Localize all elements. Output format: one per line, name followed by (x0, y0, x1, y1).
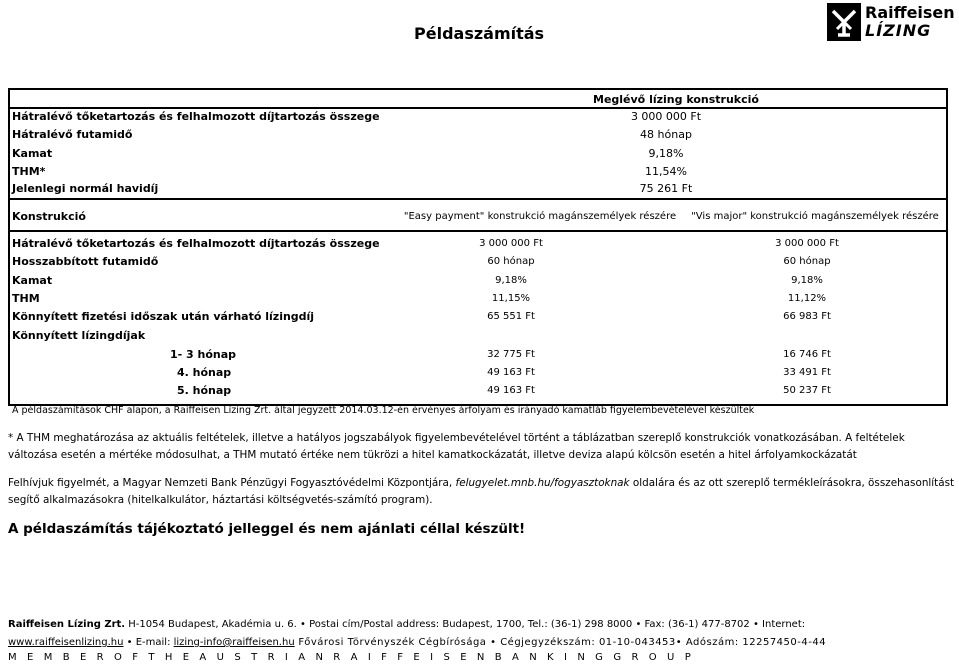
existing-row-label: Kamat (12, 147, 53, 160)
logo-text-lizing: LÍZING (865, 21, 932, 40)
construction-row-v2: 60 hónap (783, 256, 831, 267)
note-thm-line1: * A THM meghatározása az aktuális feltételek, illetve a hatályos jogszabályok figyelembevételével történt a táblázatban szereplő konstrukciók vonatkozásában. A feltételek (8, 432, 905, 444)
existing-row-value: 75 261 Ft (639, 182, 693, 195)
construction-row-v2: 66 983 Ft (783, 311, 831, 322)
eased-row-v1: 32 775 Ft (487, 349, 535, 360)
construction-row-label: Hátralévő tőketartozás és felhalmozott díjtartozás összege (12, 237, 380, 250)
existing-row-label: Hátralévő tőketartozás és felhalmozott díjtartozás összege (12, 110, 380, 123)
existing-row-label: Jelenlegi normál havidíj (12, 182, 159, 195)
mnb-link[interactable]: felugyelet.mnb.hu/fogyasztoknak (455, 477, 630, 489)
eased-fees-label: Könnyített lízingdíjak (12, 329, 146, 342)
eased-row-v2: 16 746 Ft (783, 349, 831, 360)
note-mnb-line2: segítő alkalmazásokra (hitelkalkulátor, háztartási költségvetés-számító program). (8, 494, 433, 506)
eased-row-v2: 50 237 Ft (783, 385, 831, 396)
eased-row-v1: 49 163 Ft (487, 385, 535, 396)
existing-bottom-divider (8, 198, 948, 200)
footer-email-link[interactable]: lizing-info@raiffeisen.hu (173, 637, 295, 648)
construction-row-v2: 11,12% (787, 293, 827, 304)
existing-row-value: 9,18% (648, 147, 684, 160)
construction-col1-header: "Easy payment" konstrukció magánszemélyek részére (403, 211, 677, 222)
construction-row-v1: 9,18% (495, 275, 527, 286)
construction-row-v1: 3 000 000 Ft (479, 238, 543, 249)
existing-row-value: 3 000 000 Ft (630, 110, 702, 123)
eased-row-label: 5. hónap (177, 384, 232, 397)
footer-line2 (8, 637, 952, 648)
construction-row-label: Kamat (12, 274, 53, 287)
existing-row-value: 48 hónap (640, 128, 692, 141)
footer-company: Raiffeisen Lízing Zrt. (8, 619, 126, 630)
note-chf: A példaszámítások CHF alapon, a Raiffeisen Lízing Zrt. által jegyzett 2014.03.12-én érvényes árfolyam és irányadó kamatláb figyelembevételével készültek (12, 405, 755, 416)
construction-header-divider (8, 230, 948, 232)
footer-website-link[interactable]: www.raiffeisenlizing.hu (8, 637, 124, 648)
construction-row-label: THM (12, 292, 40, 305)
footer-registry: Fővárosi Törvényszék Cégbírósága • Cégjegyzékszám: 01-10-043453• Adószám: 12257450-4-44 (294, 637, 827, 648)
table-right-border (946, 88, 948, 406)
note-mnb-line1 (8, 477, 954, 489)
footer-email-label: • E-mail: (123, 637, 174, 648)
disclaimer: A példaszámítás tájékoztató jelleggel és nem ajánlati céllal készült! (8, 521, 526, 537)
construction-row-v1: 65 551 Ft (487, 311, 535, 322)
raiffeisen-logo (827, 3, 955, 41)
page-title: Példaszámítás (414, 24, 545, 43)
construction-row-v1: 60 hónap (487, 256, 535, 267)
construction-row-v1: 11,15% (491, 293, 531, 304)
existing-row-value: 11,54% (645, 165, 687, 178)
footer-member: M E M B E R O F T H E A U S T R I A N R A I F F E I S E N B A N K I N G G R O U P (8, 652, 694, 663)
logo-text-raiffeisen: Raiffeisen (865, 3, 955, 22)
note-mnb-text-a: Felhívjuk figyelmét, a Magyar Nemzeti Bank Pénzügyi Fogyasztóvédelmi Központjára, (8, 477, 456, 489)
construction-col2-header: "Vis major" konstrukció magánszemélyek részére (691, 211, 939, 222)
raiffeisen-gable-icon (827, 3, 861, 41)
eased-row-v1: 49 163 Ft (487, 367, 535, 378)
footer-line1 (8, 619, 952, 630)
construction-row-v2: 3 000 000 Ft (775, 238, 839, 249)
construction-row-label: Könnyített fizetési időszak után várható lízingdíj (12, 310, 315, 323)
construction-row-v2: 9,18% (791, 275, 823, 286)
eased-row-v2: 33 491 Ft (783, 367, 831, 378)
table-top-border (8, 88, 948, 90)
existing-header-divider (8, 107, 948, 109)
eased-row-label: 4. hónap (177, 366, 232, 379)
existing-row-label: Hátralévő futamidő (12, 128, 133, 141)
footer-address: H-1054 Budapest, Akadémia u. 6. • Postai cím/Postal address: Budapest, 1700, Tel.: (36-1) 298 8000 • Fax: (36-1) 477-8702 • Internet: (128, 619, 806, 630)
construction-label: Konstrukció (12, 210, 86, 223)
existing-row-label: THM* (12, 165, 46, 178)
note-mnb-text-c: oldalára és az ott szereplő termékleírásokra, összehasonlítást (629, 477, 955, 489)
existing-header: Meglévő lízing konstrukció (593, 93, 759, 106)
note-thm-line2: változása esetén a mértéke módosulhat, a THM mutató értéke nem tükrözi a hitel kamatkockázatát, illetve deviza alapú kölcsön esetén a hitel árfolyamkockázatát (8, 449, 857, 461)
construction-row-label: Hosszabbított futamidő (12, 255, 159, 268)
table-left-border (8, 88, 10, 406)
eased-row-label: 1- 3 hónap (170, 348, 237, 361)
